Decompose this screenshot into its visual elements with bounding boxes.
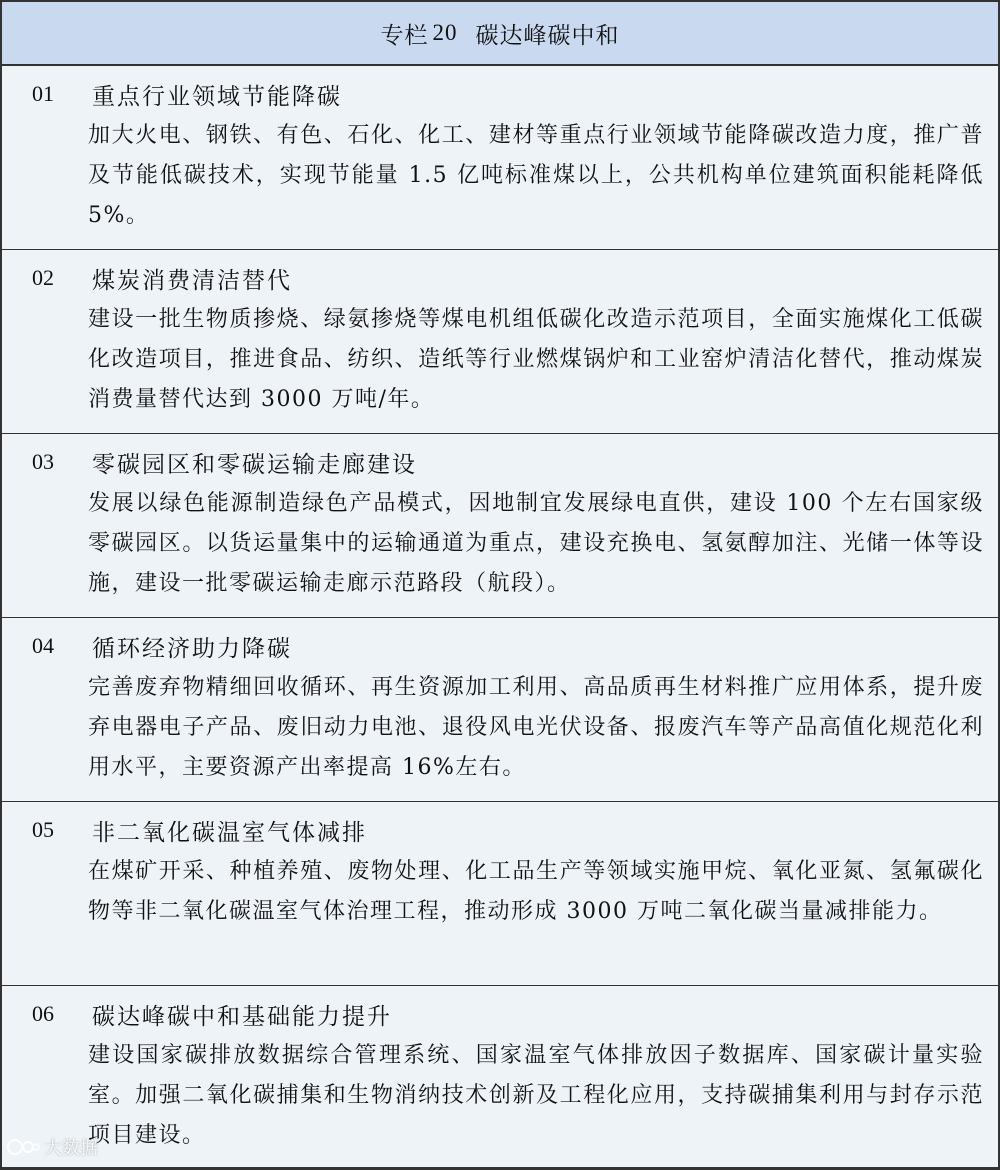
column-label: 专栏 [380, 22, 429, 49]
section-number: 01 [32, 81, 54, 106]
section-body: 在煤矿开采、种植养殖、废物处理、化工品生产等领域实施甲烷、氧化亚氮、氢氟碳化物等非二氧化碳温室气体治理工程，推动形成 3000 万吨二氧化碳当量减排能力。 [88, 859, 984, 924]
column-header [2, 2, 998, 66]
section-01 [2, 66, 998, 250]
section-03 [2, 434, 998, 618]
section-title: 重点行业领域节能降碳 [92, 83, 342, 110]
section-body: 完善废弃物精细回收循环、再生资源加工利用、高品质再生材料推广应用体系，提升废弃电器电子产品、废旧动力电池、退役风电光伏设备、报废汽车等产品高值化规范化利用水平，主要资源产出率提高 16%左右。 [88, 675, 984, 780]
section-title: 零碳园区和零碳运输走廊建设 [92, 451, 417, 478]
section-body: 加大火电、钢铁、有色、石化、化工、建材等重点行业领域节能降碳改造力度，推广普及节能低碳技术，实现节能量 1.5 亿吨标准煤以上，公共机构单位建筑面积能耗降低 5%。 [88, 123, 984, 228]
section-body: 建设国家碳排放数据综合管理系统、国家温室气体排放因子数据库、国家碳计量实验室。加强二氧化碳捕集和生物消纳技术创新及工程化应用，支持碳捕集利用与封存示范项目建设。 [88, 1043, 984, 1148]
section-body: 发展以绿色能源制造绿色产品模式，因地制宜发展绿电直供，建设 100 个左右国家级零碳园区。以货运量集中的运输通道为重点，建设充换电、氢氨醇加注、光储一体等设施，建设一批零碳运输走廊示范路段（航段）。 [88, 491, 984, 596]
section-04 [2, 618, 998, 802]
section-02 [2, 250, 998, 434]
section-06 [2, 986, 998, 1168]
section-body: 建设一批生物质掺烧、绿氨掺烧等煤电机组低碳化改造示范项目，全面实施煤化工低碳化改造项目，推进食品、纺织、造纸等行业燃煤锅炉和工业窑炉清洁化替代，推动煤炭消费量替代达到 3000 万吨/年。 [88, 307, 984, 412]
section-number: 04 [32, 633, 54, 658]
section-number: 06 [32, 1001, 54, 1026]
section-number: 03 [32, 449, 54, 474]
section-05 [2, 802, 998, 986]
section-title: 循环经济助力降碳 [92, 635, 292, 662]
column-number: 20 [432, 20, 458, 45]
section-number: 05 [32, 817, 54, 842]
section-number: 02 [32, 265, 54, 290]
section-title: 非二氧化碳温室气体减排 [92, 819, 367, 846]
section-title: 煤炭消费清洁替代 [92, 267, 292, 294]
column-title: 碳达峰碳中和 [475, 22, 620, 49]
watermark-text: 大数据 [44, 1138, 98, 1159]
section-title: 碳达峰碳中和基础能力提升 [92, 1003, 392, 1030]
